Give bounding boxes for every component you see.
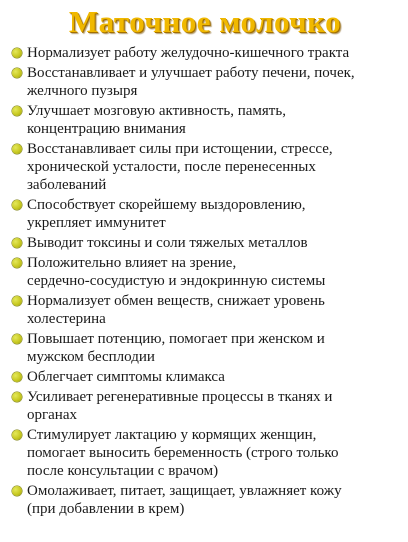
circle-bullet-icon bbox=[12, 258, 22, 268]
list-item-text: концентрацию внимания bbox=[27, 121, 186, 137]
list-item bbox=[12, 482, 398, 518]
list-item bbox=[12, 292, 398, 328]
circle-bullet-icon bbox=[12, 486, 22, 496]
circle-bullet-icon bbox=[12, 106, 22, 116]
list-item-text: желчного пузыря bbox=[27, 83, 138, 99]
list-item-text: Облегчает симптомы климакса bbox=[27, 369, 225, 385]
list-item bbox=[12, 234, 398, 252]
circle-bullet-icon bbox=[12, 334, 22, 344]
circle-bullet-icon bbox=[12, 238, 22, 248]
list-item-text: Восстанавливает силы при истощении, стрессе, bbox=[27, 141, 333, 157]
list-item-text: (при добавлении в крем) bbox=[27, 501, 185, 517]
list-item-text: Усиливает регенеративные процессы в тканях и bbox=[27, 389, 333, 405]
circle-bullet-icon bbox=[12, 430, 22, 440]
list-item-text: Нормализует обмен веществ, снижает уровень bbox=[27, 293, 325, 309]
list-item bbox=[12, 196, 398, 232]
circle-bullet-icon bbox=[12, 392, 22, 402]
list-item bbox=[12, 330, 398, 366]
list-item-text: мужском бесплодии bbox=[27, 349, 155, 365]
list-item-text: сердечно-сосудистую и эндокринную системы bbox=[27, 273, 326, 289]
circle-bullet-icon bbox=[12, 372, 22, 382]
list-item-text: после консультации с врачом) bbox=[27, 463, 219, 479]
list-item-text: Выводит токсины и соли тяжелых металлов bbox=[27, 235, 308, 251]
list-item-text: Восстанавливает и улучшает работу печени, почек, bbox=[27, 65, 355, 81]
list-item-text: Способствует скорейшему выздоровлению, bbox=[27, 197, 306, 213]
list-item-text: Нормализует работу желудочно-кишечного тракта bbox=[27, 45, 350, 61]
list-item-text: холестерина bbox=[27, 311, 106, 327]
list-item-text: Омолаживает, питает, защищает, увлажняет кожу bbox=[27, 483, 342, 499]
list-item bbox=[12, 388, 398, 424]
list-item bbox=[12, 64, 398, 100]
circle-bullet-icon bbox=[12, 296, 22, 306]
list-item bbox=[12, 44, 398, 62]
list-item bbox=[12, 140, 398, 194]
list-item-text: Повышает потенцию, помогает при женском и bbox=[27, 331, 325, 347]
circle-bullet-icon bbox=[12, 48, 22, 58]
circle-bullet-icon bbox=[12, 68, 22, 78]
list-item bbox=[12, 254, 398, 290]
list-item-text: Стимулирует лактацию у кормящих женщин, bbox=[27, 427, 317, 443]
list-item-text: Улучшает мозговую активность, память, bbox=[27, 103, 286, 119]
circle-bullet-icon bbox=[12, 144, 22, 154]
list-item-text: Положительно влияет на зрение, bbox=[27, 255, 237, 271]
list-item-text: хронической усталости, после перенесенных bbox=[27, 159, 316, 175]
list-item bbox=[12, 426, 398, 480]
list-item bbox=[12, 368, 398, 386]
list-item-text: помогает выносить беременность (строго только bbox=[27, 445, 339, 461]
page-title: Маточное молочко bbox=[68, 4, 342, 39]
list-item bbox=[12, 102, 398, 138]
circle-bullet-icon bbox=[12, 200, 22, 210]
benefits-list bbox=[12, 44, 398, 518]
list-item-text: органах bbox=[27, 407, 77, 423]
list-item-text: укрепляет иммунитет bbox=[27, 215, 166, 231]
list-item-text: заболеваний bbox=[27, 177, 107, 193]
